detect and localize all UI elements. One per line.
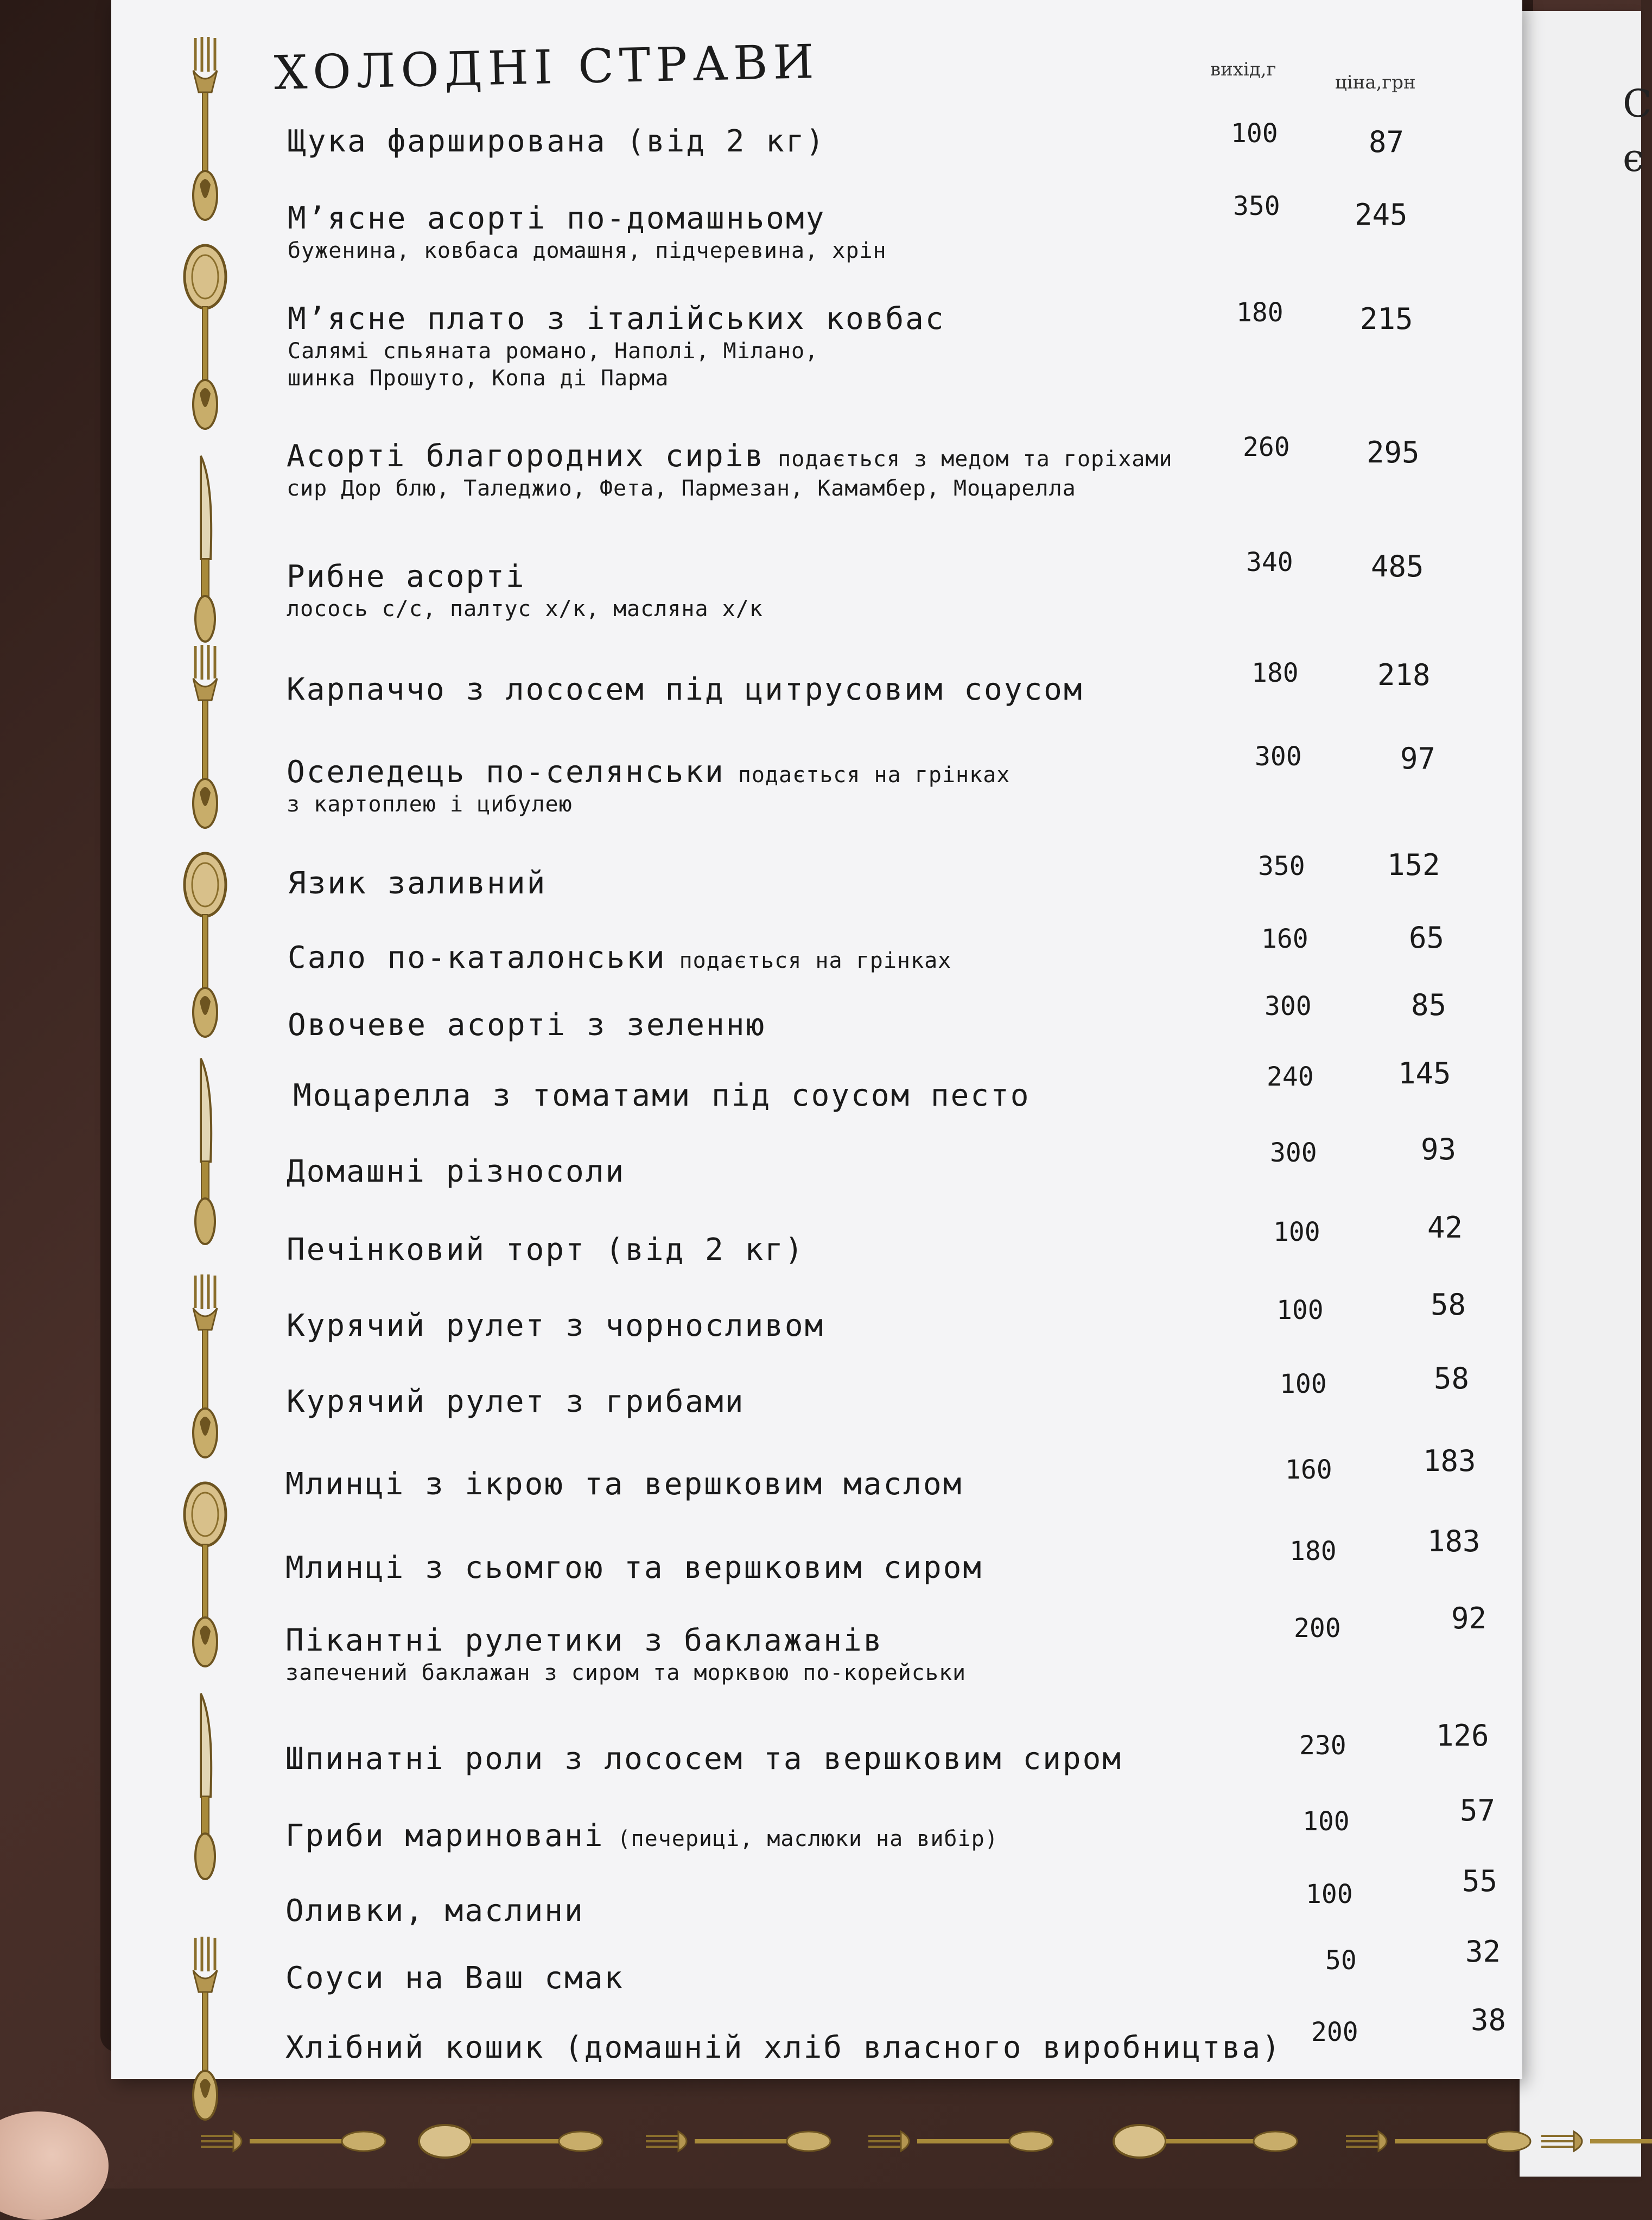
- menu-item: [287, 672, 1084, 707]
- menu-item: [285, 1467, 963, 1502]
- dish-weight: 300: [1270, 1138, 1317, 1168]
- dish-name: Рибне асорті: [287, 559, 526, 594]
- dish-note: (печериці, маслюки на вибір): [617, 1826, 999, 1851]
- menu-item: [285, 1741, 1122, 1777]
- dish-weight: 300: [1255, 741, 1302, 772]
- dish-weight: 100: [1280, 1369, 1327, 1399]
- weight-column-header: вихід,г: [1210, 59, 1276, 80]
- dish-weight: 100: [1302, 1806, 1350, 1837]
- dish-description: запечений баклажан з сиром та морквою по-корейськи: [285, 1660, 967, 1685]
- menu-item: [285, 1818, 999, 1854]
- dish-name: Печінковий торт (від 2 кг): [287, 1232, 805, 1267]
- dish-price: 218: [1377, 658, 1431, 692]
- dish-name: Оселедець по-селянськи: [287, 754, 725, 790]
- menu-item: [288, 124, 825, 159]
- dish-note: подається на грінках: [679, 948, 952, 973]
- dish-name: Хлібний кошик (домашній хліб власного виробництва): [285, 2030, 1282, 2065]
- menu-item: [288, 301, 945, 391]
- price-column-header: ціна,грн: [1335, 72, 1416, 93]
- dish-weight: 300: [1265, 991, 1312, 1022]
- dish-price: 32: [1465, 1934, 1501, 1969]
- dish-price: 65: [1409, 921, 1445, 955]
- dish-price: 58: [1431, 1287, 1466, 1322]
- dish-name: Шпинатні роли з лососем та вершковим сиром: [285, 1741, 1123, 1777]
- dish-price: 38: [1471, 2003, 1507, 2037]
- cutlery-ornament-row: [201, 2114, 1641, 2168]
- dish-description: сир Дор блю, Таледжио, Фета, Пармезан, Камамбер, Моцарелла: [287, 476, 1076, 501]
- dish-weight: 350: [1233, 191, 1280, 221]
- dish-price: 87: [1369, 125, 1405, 159]
- menu-item: [293, 1078, 1030, 1113]
- menu-item: [285, 1623, 966, 1685]
- dish-price: 485: [1371, 549, 1424, 583]
- dish-description: лосось с/с, палтус х/к, масляна х/к: [287, 597, 763, 621]
- dish-price: 85: [1411, 988, 1447, 1022]
- menu-item: [288, 1007, 766, 1043]
- dish-name: Сало по-каталонськи: [288, 940, 666, 975]
- menu-item: [285, 1550, 983, 1585]
- menu-item: [288, 940, 951, 975]
- dish-description: шинка Прошуто, Копа ді Парма: [288, 366, 669, 391]
- dish-name: Пікантні рулетики з баклажанів: [285, 1623, 884, 1658]
- dish-name: М’ясне асорті по-домашньому: [288, 201, 826, 236]
- menu-item: [285, 1893, 584, 1929]
- dish-price: 93: [1421, 1132, 1457, 1166]
- dish-weight: 350: [1258, 851, 1305, 881]
- dish-weight: 200: [1294, 1613, 1341, 1644]
- dish-weight: 240: [1267, 1062, 1314, 1092]
- menu-item: [287, 1308, 824, 1343]
- section-title: ХОЛОДНІ СТРАВИ: [273, 34, 820, 100]
- dish-name: Курячий рулет з чорносливом: [287, 1308, 825, 1343]
- menu-item: [285, 2030, 1282, 2065]
- dish-note: подається на грінках: [738, 763, 1011, 788]
- menu-item: [288, 866, 547, 901]
- dish-price: 92: [1451, 1601, 1487, 1635]
- dish-name: М’ясне плато з італійських ковбас: [288, 301, 945, 337]
- dish-weight: 100: [1273, 1217, 1320, 1247]
- dish-name: Моцарелла з томатами під соусом песто: [293, 1078, 1031, 1113]
- dish-weight: 100: [1276, 1295, 1324, 1325]
- dish-name: Щука фарширована (від 2 кг): [288, 124, 826, 159]
- dish-price: 183: [1427, 1524, 1481, 1558]
- dish-price: 245: [1355, 198, 1408, 232]
- dish-price: 58: [1434, 1361, 1470, 1396]
- dish-name: Соуси на Ваш смак: [285, 1961, 625, 1996]
- dish-weight: 100: [1306, 1879, 1353, 1910]
- dish-name: Асорті благородних сирів: [287, 439, 765, 474]
- dish-weight: 180: [1289, 1536, 1337, 1566]
- dish-description: буженина, ковбаса домашня, підчеревина, хрін: [288, 238, 887, 263]
- dish-price: 97: [1400, 741, 1436, 776]
- dish-weight: 100: [1231, 118, 1278, 149]
- dish-name: Гриби мариновані: [285, 1818, 605, 1854]
- dish-price: 57: [1460, 1793, 1496, 1828]
- dish-weight: 230: [1299, 1730, 1346, 1761]
- dish-description: з картоплею і цибулею: [287, 792, 573, 817]
- dish-name: Млинці з ікрою та вершковим маслом: [285, 1467, 963, 1502]
- dish-weight: 180: [1251, 658, 1299, 688]
- dish-name: Овочеве асорті з зеленню: [288, 1007, 766, 1043]
- menu-item: [285, 1961, 624, 1996]
- dish-weight: 200: [1311, 2017, 1358, 2047]
- dish-price: 145: [1398, 1056, 1451, 1090]
- dish-price: 42: [1427, 1210, 1463, 1245]
- dish-weight: 160: [1261, 924, 1308, 954]
- dish-price: 126: [1436, 1718, 1489, 1753]
- dish-note: подається з медом та горіхами: [778, 447, 1173, 472]
- menu-item: [288, 201, 887, 263]
- dish-name: Курячий рулет з грибами: [287, 1384, 745, 1419]
- dish-weight: 340: [1246, 547, 1293, 578]
- dish-weight: 50: [1325, 1945, 1357, 1976]
- menu-item: [287, 754, 1010, 817]
- next-page-letter: С: [1623, 81, 1652, 126]
- dish-name: Млинці з сьомгою та вершковим сиром: [285, 1550, 983, 1585]
- next-page-edge: [1520, 11, 1652, 2177]
- next-page-letter: є: [1623, 136, 1644, 180]
- menu-item: [287, 559, 763, 621]
- dish-price: 295: [1367, 435, 1420, 470]
- cutlery-ornament-column: [174, 33, 239, 2160]
- menu-item: [287, 1154, 625, 1189]
- dish-price: 152: [1387, 848, 1440, 882]
- dish-weight: 260: [1243, 432, 1290, 462]
- dish-price: 215: [1360, 302, 1413, 336]
- dish-price: 183: [1423, 1444, 1476, 1478]
- menu-item: [287, 1232, 805, 1267]
- dish-weight: 180: [1236, 297, 1284, 328]
- dish-description: Салямі спьяната романо, Наполі, Мілано,: [288, 339, 819, 364]
- dish-name: Домашні різносоли: [287, 1154, 626, 1189]
- dish-price: 55: [1462, 1864, 1498, 1898]
- dish-name: Язик заливний: [288, 866, 547, 901]
- dish-weight: 160: [1285, 1455, 1332, 1485]
- menu-item: [287, 1384, 745, 1419]
- dish-name: Карпаччо з лососем під цитрусовим соусом: [287, 672, 1084, 707]
- menu-item: [287, 439, 1173, 501]
- dish-name: Оливки, маслини: [285, 1893, 584, 1929]
